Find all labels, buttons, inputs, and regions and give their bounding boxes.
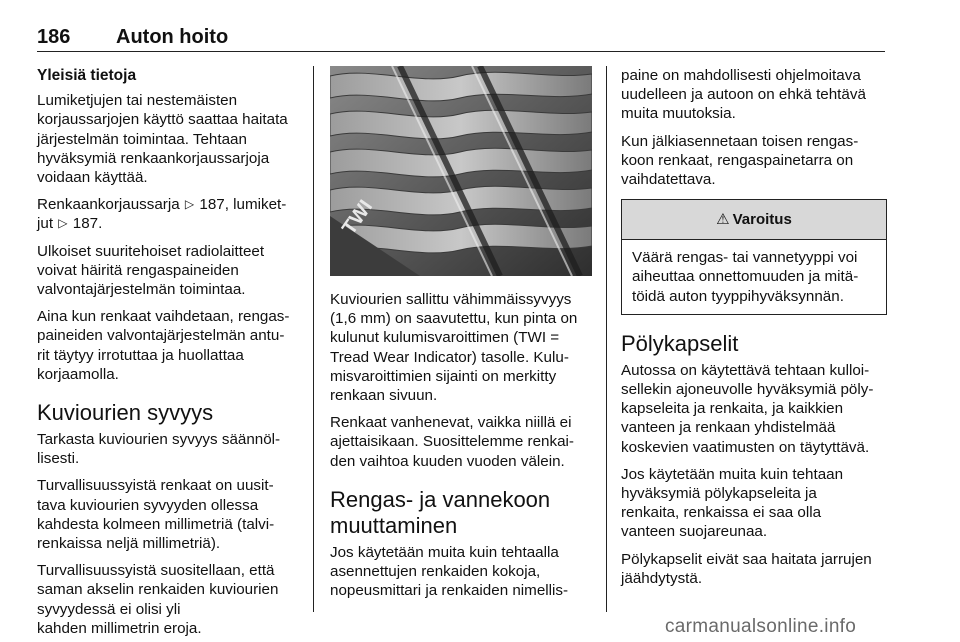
paragraph: Turvallisuussyistä suositellaan, että saman akselin renkaiden kuviourien syvyydessä ei olisi yli kahden millimetrin eroja.	[37, 562, 279, 637]
paragraph: Aina kun renkaat vaihdetaan, rengas- paineiden valvontajärjestelmän antu- rit täytyy irrotuttaa ja huollattaa korjaamolla.	[37, 308, 290, 383]
ref-text: Renkaankorjaussarja	[37, 196, 180, 214]
triangle-right-icon: ▷	[184, 197, 195, 212]
tire-tread-image	[330, 66, 592, 276]
paragraph: Ulkoiset suuritehoiset radiolaitteet voivat häiritä rengaspaineiden valvontajärjestelmän toimintaa.	[37, 242, 265, 299]
paragraph: Jos käytetään muita kuin tehtaalla asennettujen renkaiden kokoja, nopeusmittari ja renkaiden nimellis-	[330, 543, 569, 600]
column-divider-1	[313, 66, 314, 612]
warning-title: Varoitus	[732, 211, 792, 229]
paragraph: paine on mahdollisesti ohjelmoitava uudelleen ja autoon on ehkä tehtävä muita muutoksia.	[621, 67, 866, 123]
paragraph: Kun jälkiasennetaan toisen rengas- koon renkaat, rengaspainetarra on vaihdatettava.	[621, 132, 859, 189]
section-heading-tire-size-change: Rengas- ja vannekoon muuttaminen	[330, 486, 551, 538]
paragraph: Pölykapselit eivät saa haitata jarrujen jäähdytystä.	[621, 550, 872, 587]
twi-label: TWI	[338, 196, 378, 239]
warning-box	[621, 199, 887, 315]
section-heading-hubcaps: Pölykapselit	[621, 330, 739, 356]
page-number: 186	[37, 26, 71, 48]
ref-text: .	[98, 215, 103, 233]
warning-text: Väärä rengas- tai vannetyyppi voi aiheuttaa onnettomuuden ja mitä- töidä auton tyyppihyväksynnän.	[632, 249, 859, 305]
paragraph-with-refs	[37, 195, 299, 233]
watermark: carmanualsonline.info	[665, 616, 857, 637]
section-heading-tread-depth: Kuviourien syvyys	[37, 400, 214, 426]
paragraph: Lumiketjujen tai nestemäisten korjaussarjojen käyttö saattaa haitata järjestelmän toimintaa. Tehtaan hyväksymiä renkaankorjaussarjoja voidaan käyttää.	[37, 92, 288, 187]
page-ref-link[interactable]: 187	[72, 215, 99, 233]
column-1	[37, 66, 299, 642]
ref-text: , lumiket- jut	[37, 196, 287, 233]
column-divider-2	[606, 66, 607, 612]
page-header	[37, 26, 885, 52]
triangle-right-icon: ▷	[58, 216, 68, 231]
subheading-general-info: Yleisiä tietoja	[37, 67, 137, 84]
paragraph: Renkaat vanhenevat, vaikka niillä ei ajettaisikaan. Suosittelemme renkai- den vaihtoa kuuden vuoden välein.	[330, 414, 574, 470]
paragraph: Autossa on käytettävä tehtaan kulloi- sellekin ajoneuvolle hyväksymiä pöly- kapseleita ja renkaita, ja kaikkien vanteen ja renkaan yhdistelmää koskevien vaatimusten on täytyttävä.	[621, 361, 874, 456]
column-2	[330, 66, 592, 608]
paragraph: Kuviourien sallittu vähimmäissyvyys (1,6 mm) on saavutettu, kun pinta on kulunut kulumisvaroittimen (TWI = Tread Wear Indicator) tasolle. Kulu- misvaroittimien sijainti on merkitty renkaan sivuun.	[330, 291, 578, 405]
warning-triangle-icon: ⚠	[716, 211, 730, 229]
paragraph: Jos käytetään muita kuin tehtaan hyväksymiä pölykapseleita ja renkaita, renkaissa ei saa olla vanteen suojareunaa.	[621, 465, 844, 541]
paragraph: Tarkasta kuviourien syvyys säännöl- lisesti.	[37, 431, 281, 468]
paragraph: Turvallisuussyistä renkaat on uusit- tava kuviourien syvyyden ollessa kahdesta kolmeen millimetriä (talvi- renkaissa neljä millimetriä).	[37, 477, 275, 553]
page-ref-link[interactable]: 187	[199, 196, 225, 214]
warning-header	[622, 200, 886, 240]
running-title: Auton hoito	[116, 26, 229, 48]
column-3	[621, 66, 887, 596]
